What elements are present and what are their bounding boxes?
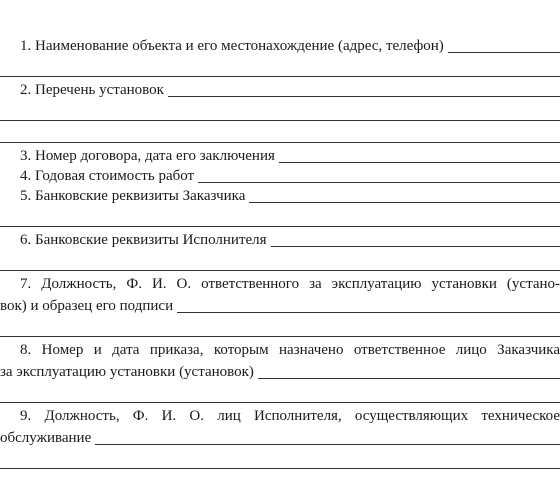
fill-line[interactable] <box>177 312 560 313</box>
fill-line[interactable] <box>168 96 560 97</box>
fill-line[interactable] <box>0 120 560 121</box>
field-installations-list[interactable] <box>0 80 560 102</box>
fill-line[interactable] <box>0 226 560 227</box>
fill-line[interactable] <box>198 182 560 183</box>
label-order-number-line2: за эксплуатацию установки (установок) <box>0 364 254 380</box>
fill-line[interactable] <box>249 202 560 203</box>
label-installations-list: 2. Перечень установок <box>20 82 164 98</box>
label-customer-bank-details: 5. Банковские реквизиты Заказчика <box>20 188 246 204</box>
blank-line[interactable] <box>0 104 560 126</box>
fill-line[interactable] <box>0 270 560 271</box>
fill-line[interactable] <box>279 162 560 163</box>
fill-line[interactable] <box>0 142 560 143</box>
field-contractor-bank-details[interactable] <box>0 230 560 252</box>
fill-line[interactable] <box>0 76 560 77</box>
blank-line[interactable] <box>0 386 560 408</box>
label-maintenance-staff-line2: обслуживание <box>0 430 92 446</box>
field-customer-bank-details[interactable] <box>0 186 560 208</box>
fill-line[interactable] <box>95 444 560 445</box>
blank-line[interactable] <box>0 210 560 232</box>
field-annual-cost[interactable] <box>0 166 560 188</box>
blank-line[interactable] <box>0 126 560 148</box>
label-maintenance-staff-line1: 9. Должность, Ф. И. О. лиц Исполнителя, осуществляющих техническое <box>20 408 560 424</box>
fill-line[interactable] <box>0 468 560 469</box>
blank-line[interactable] <box>0 60 560 82</box>
fill-line[interactable] <box>271 246 560 247</box>
fill-line[interactable] <box>258 378 560 379</box>
blank-line[interactable] <box>0 452 560 474</box>
blank-line[interactable] <box>0 254 560 276</box>
label-responsible-person-line2: вок) и образец его подписи <box>0 298 174 314</box>
fill-line[interactable] <box>0 336 560 337</box>
field-responsible-person[interactable] <box>0 296 560 318</box>
fill-line[interactable] <box>0 402 560 403</box>
label-object-name: 1. Наименование объекта и его местонахождение (адрес, телефон) <box>20 38 444 54</box>
fill-line[interactable] <box>448 52 560 53</box>
label-annual-cost: 4. Годовая стоимость работ <box>20 168 195 184</box>
label-contract-number: 3. Номер договора, дата его заключения <box>20 148 275 164</box>
label-order-number-line1: 8. Номер и дата приказа, которым назначено ответственное лицо Заказчика <box>20 342 560 358</box>
blank-line[interactable] <box>0 320 560 342</box>
label-contractor-bank-details: 6. Банковские реквизиты Исполнителя <box>20 232 267 248</box>
field-object-name[interactable] <box>0 36 560 58</box>
field-contract-number[interactable] <box>0 146 560 168</box>
field-order-number[interactable] <box>0 362 560 384</box>
field-maintenance-staff[interactable] <box>0 428 560 450</box>
label-responsible-person-line1: 7. Должность, Ф. И. О. ответственного за эксплуатацию установки (устано- <box>20 276 560 292</box>
